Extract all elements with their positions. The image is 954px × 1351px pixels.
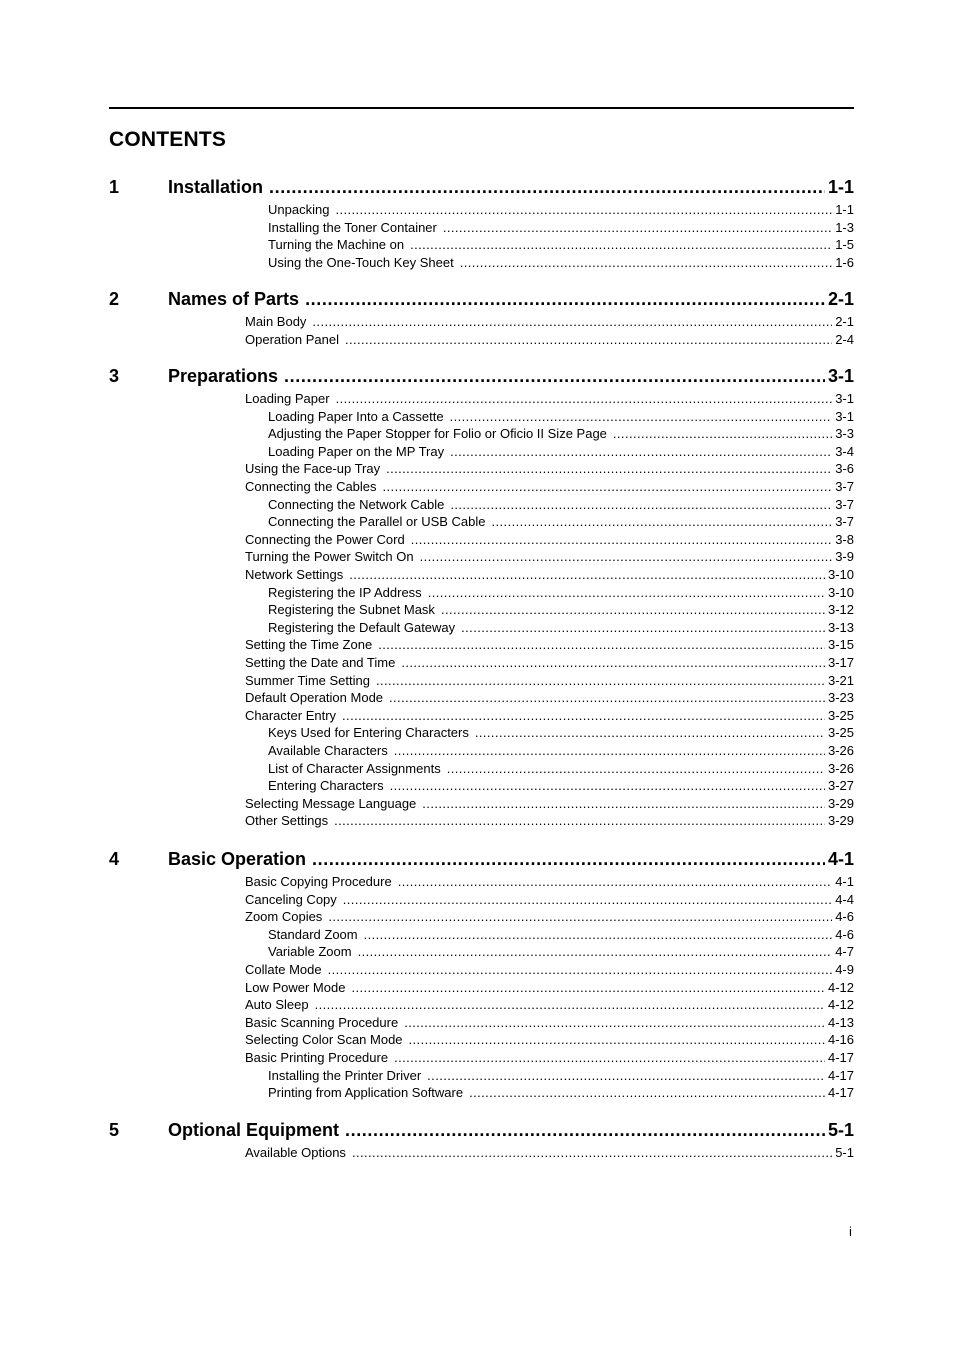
entry-title: Connecting the Power Cord [245,531,405,547]
entry-title: Turning the Machine on [268,237,405,253]
toc-subentry[interactable] [268,1068,854,1085]
toc-subentry[interactable] [268,585,854,602]
entry-title: Basic Scanning Procedure [245,1014,399,1030]
entry-page: 3-25 [827,725,854,741]
toc-subentry[interactable] [268,725,854,742]
entry-page: 4-4 [835,891,854,907]
entry-title: Selecting Message Language [245,795,417,811]
entry-title: Using the One-Touch Key Sheet [268,254,454,270]
toc-entry[interactable] [245,980,854,997]
toc-entry[interactable] [245,796,854,813]
dot-leader [460,255,832,270]
entry-page: 3-17 [827,655,854,670]
toc-entry[interactable] [245,997,854,1014]
entry-page: 3-1 [835,391,854,406]
dot-leader [342,708,825,723]
entry-title: Using the Face-up Tray [245,461,381,477]
entry-title: Operation Panel [245,331,339,347]
toc-entry[interactable] [245,1032,854,1049]
entry-title: Standard Zoom [268,926,358,942]
dot-leader [443,220,832,235]
entry-title: Auto Sleep [245,997,309,1013]
entry-page: 3-4 [835,443,854,459]
dot-leader [420,549,833,564]
chapter-number: 3 [109,366,120,386]
dot-leader [447,761,825,776]
toc-entry[interactable] [245,532,854,549]
dot-leader [312,849,825,870]
entry-title: Main Body [245,314,307,329]
toc-entry[interactable] [245,708,854,725]
entry-title: Collate Mode [245,962,322,977]
toc-entry[interactable] [245,391,854,408]
dot-leader [450,409,833,424]
entry-title: Loading Paper on the MP Tray [268,443,445,459]
entry-title: Turning the Power Switch On [245,549,414,565]
entry-page: 3-12 [827,602,854,618]
dot-leader [441,602,825,617]
toc-entry[interactable] [245,892,854,909]
entry-title: Connecting the Parallel or USB Cable [268,514,486,530]
dot-leader [269,177,825,198]
dot-leader [386,461,832,476]
entry-title: Connecting the Network Cable [268,496,445,512]
dot-leader [312,314,832,329]
entry-page: 4-16 [827,1032,854,1048]
dot-leader [409,1032,825,1047]
toc-entry[interactable] [245,461,854,478]
entry-title: Variable Zoom [268,944,352,960]
entry-title: Setting the Time Zone [245,637,373,653]
entry-page: 4-9 [835,962,854,977]
entry-page: 3-3 [835,426,854,442]
dot-leader [394,743,825,758]
chapter-number: 5 [109,1120,120,1140]
dot-leader [305,289,825,310]
entry-page: 3-8 [835,531,854,547]
entry-page: 3-7 [835,479,854,494]
toc-entry[interactable] [245,690,854,707]
header-rule [109,107,854,109]
dot-leader [450,444,832,459]
entry-page: 3-27 [827,778,854,794]
toc-entry[interactable] [245,1015,854,1032]
dot-leader [328,962,833,977]
entry-title: Character Entry [245,707,337,723]
entry-title: Loading Paper Into a Cassette [268,408,444,424]
dot-leader [351,980,825,995]
entry-page: 4-6 [835,926,854,942]
toc-subentry[interactable] [268,514,854,531]
chapter-link[interactable] [168,1120,854,1144]
entry-title: Basic Printing Procedure [245,1050,389,1065]
toc-subentry[interactable] [268,743,854,760]
entry-title: Network Settings [245,567,344,582]
entry-page: 3-1 [835,408,854,424]
dot-leader [613,426,832,441]
dot-leader [343,892,832,907]
entry-title: Installing the Toner Container [268,219,437,235]
chapter-title: Basic Operation [168,849,307,869]
toc-subentry[interactable] [268,944,854,961]
dot-leader [378,637,825,652]
entry-page: 3-23 [827,690,854,706]
entry-title: Other Settings [245,813,329,829]
entry-page: 4-7 [835,944,854,960]
entry-title: Entering Characters [268,778,384,794]
toc-entry[interactable] [245,962,854,979]
entry-page: 3-13 [827,619,854,635]
toc-entry[interactable] [245,1050,854,1067]
entry-title: Low Power Mode [245,979,346,995]
toc-entry[interactable] [245,332,854,349]
toc-entry[interactable] [245,673,854,690]
toc-subentry[interactable] [268,409,854,426]
chapter-title: Names of Parts [168,289,300,309]
entry-page: 4-6 [835,909,854,925]
entry-page: 2-1 [835,314,854,329]
entry-page: 4-1 [835,874,854,889]
dot-leader [358,944,833,959]
toc-subentry[interactable] [268,778,854,795]
toc-subentry[interactable] [268,620,854,637]
dot-leader [349,567,825,582]
toc-entry[interactable] [245,479,854,496]
toc-entry[interactable] [245,567,854,584]
toc-subentry[interactable] [268,444,854,461]
dot-leader [398,874,833,889]
dot-leader [335,202,832,217]
toc-subentry[interactable] [268,255,854,272]
entry-title: Printing from Application Software [268,1085,464,1101]
entry-title: Connecting the Cables [245,479,377,494]
dot-leader [469,1085,825,1100]
dot-leader [376,673,825,688]
toc-subentry[interactable] [268,220,854,237]
toc-subentry[interactable] [268,497,854,514]
entry-title: Basic Copying Procedure [245,874,392,889]
entry-title: Registering the Default Gateway [268,619,456,635]
toc-entry[interactable] [245,549,854,566]
entry-page: 3-26 [827,760,854,776]
page-title: CONTENTS [109,128,227,151]
dot-leader [450,497,832,512]
dot-leader [383,479,833,494]
chapter-title: Preparations [168,366,279,386]
entry-page: 4-17 [827,1050,854,1065]
entry-page: 4-17 [827,1085,854,1101]
dot-leader [427,1068,825,1083]
dot-leader [428,585,825,600]
entry-title: Selecting Color Scan Mode [245,1032,403,1048]
entry-page: 3-25 [827,707,854,723]
toc-subentry[interactable] [268,927,854,944]
chapter-title: Optional Equipment [168,1120,339,1140]
toc-entry[interactable] [245,909,854,926]
entry-page: 4-12 [827,997,854,1013]
dot-leader [411,532,833,547]
entry-title: Canceling Copy [245,891,337,907]
entry-title: Loading Paper [245,391,330,406]
entry-page: 4-13 [827,1014,854,1030]
entry-page: 3-7 [835,496,854,512]
toc-subentry[interactable] [268,237,854,254]
entry-page: 3-29 [827,795,854,811]
entry-page: 1-5 [835,237,854,253]
dot-leader [328,909,832,924]
entry-page: 3-15 [827,637,854,653]
dot-leader [394,1050,825,1065]
chapter-number: 4 [109,849,120,869]
entry-title: Setting the Date and Time [245,655,396,670]
dot-leader [336,391,833,406]
dot-leader [390,778,825,793]
toc-entry[interactable] [245,637,854,654]
dot-leader [352,1145,832,1160]
chapter-page: 4-1 [827,849,854,869]
entry-page: 3-29 [827,813,854,829]
toc-entry[interactable] [245,1145,854,1162]
dot-leader [404,1015,825,1030]
dot-leader [492,514,833,529]
chapter-page: 1-1 [827,177,854,197]
entry-title: Adjusting the Paper Stopper for Folio or Oficio II Size Page [268,426,607,442]
dot-leader [315,997,825,1012]
toc-subentry[interactable] [268,1085,854,1102]
dot-leader [284,366,825,387]
entry-title: Default Operation Mode [245,690,384,706]
chapter-link[interactable] [168,849,854,873]
chapter-title: Installation [168,177,264,197]
entry-page: 3-10 [827,584,854,600]
entry-title: Summer Time Setting [245,672,370,688]
chapter-number: 2 [109,289,120,309]
toc-entry[interactable] [245,874,854,891]
toc-subentry[interactable] [268,602,854,619]
entry-title: Registering the Subnet Mask [268,602,435,618]
toc-entry[interactable] [245,655,854,672]
entry-page: 5-1 [835,1145,854,1160]
entry-title: Zoom Copies [245,909,323,925]
dot-leader [461,620,825,635]
entry-page: 3-21 [827,672,854,688]
chapter-link[interactable] [168,289,854,313]
chapter-number: 1 [109,177,120,197]
toc-subentry[interactable] [268,761,854,778]
entry-page: 3-7 [835,514,854,530]
dot-leader [475,725,825,740]
entry-title: Unpacking [268,202,330,217]
dot-leader [422,796,825,811]
dot-leader [345,332,832,347]
dot-leader [401,655,825,670]
entry-title: Registering the IP Address [268,584,422,600]
entry-page: 1-6 [835,254,854,270]
page-number: i [849,1224,852,1239]
entry-page: 3-6 [835,461,854,477]
entry-page: 3-10 [827,567,854,582]
entry-page: 1-3 [835,219,854,235]
entry-title: Keys Used for Entering Characters [268,725,469,741]
chapter-page: 5-1 [827,1120,854,1140]
toc-entry[interactable] [245,314,854,331]
entry-page: 4-12 [827,979,854,995]
entry-title: List of Character Assignments [268,760,441,776]
dot-leader [345,1120,825,1141]
entry-page: 4-17 [827,1067,854,1083]
entry-page: 3-26 [827,743,854,758]
toc-entry[interactable] [245,813,854,830]
entry-title: Installing the Printer Driver [268,1067,422,1083]
dot-leader [364,927,833,942]
dot-leader [410,237,832,252]
entry-title: Available Characters [268,743,388,758]
chapter-page: 2-1 [827,289,854,309]
entry-page: 2-4 [835,331,854,347]
entry-page: 1-1 [835,202,854,217]
toc-subentry[interactable] [268,426,854,443]
chapter-link[interactable] [168,366,854,390]
chapter-link[interactable] [168,177,854,201]
chapter-page: 3-1 [827,366,854,386]
dot-leader [389,690,825,705]
entry-page: 3-9 [835,549,854,565]
toc-subentry[interactable] [268,202,854,219]
entry-title: Available Options [245,1145,346,1160]
dot-leader [334,813,825,828]
